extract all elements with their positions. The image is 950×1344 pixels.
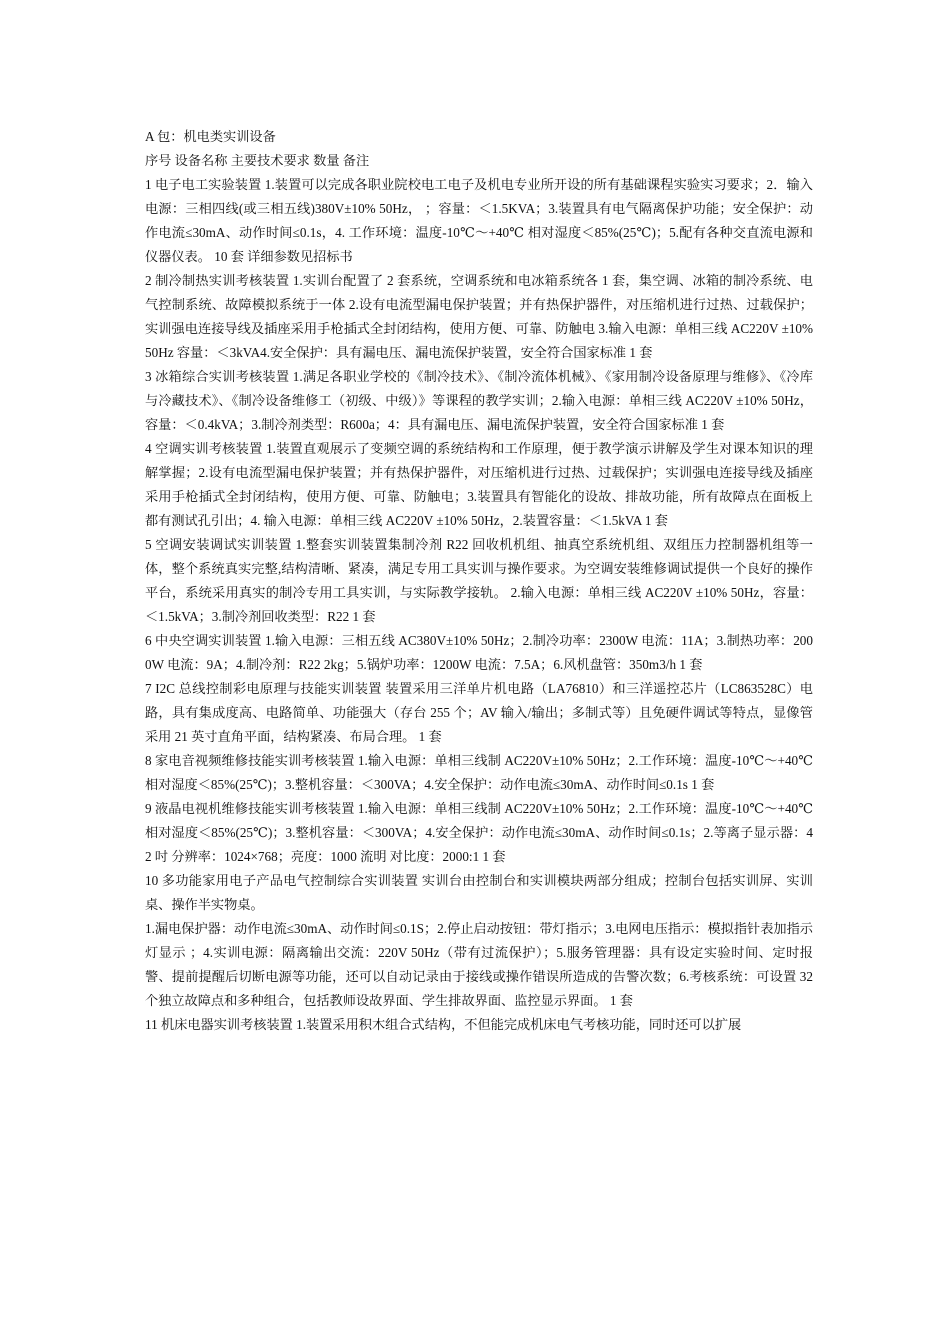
equipment-item-8: 8 家电音视频维修技能实训考核装置 1.输入电源：单相三线制 AC220V±10% 50Hz；2.工作环境：温度-10℃～+40℃ 相对湿度＜85%(25℃)；3.整机容量：＜300VA；4.安全保护：动作电流≤30mA、动作时间≤0.1s 1 套 [145, 753, 813, 792]
equipment-item-5: 5 空调安装调试实训装置 1.整套实训装置集制冷剂 R22 回收机机组、抽真空系统机组、双组压力控制器机组等一体，整个系统真实完整,结构清晰、紧凑，满足专用工具实训与操作要求。为空调安装维修调试提供一个良好的操作平台，系统采用真实的制冷专用工具实训，与实际教学接轨。 2.输入电源：单相三线 AC220V ±10% 50Hz，容量：＜1.5kVA；3.制冷剂回收类型：R22 1 套 [145, 537, 813, 624]
equipment-item-9: 9 液晶电视机维修技能实训考核装置 1.输入电源：单相三线制 AC220V±10% 50Hz；2.工作环境：温度-10℃～+40℃ 相对湿度＜85%(25℃)；3.整机容量：＜300VA；4.安全保护：动作电流≤30mA、动作时间≤0.1s；2.等离子显示器：42 吋 分辨率：1024×768；亮度：1000 流明 对比度：2000:1 1 套 [145, 801, 813, 864]
package-title: A 包：机电类实训设备 [145, 129, 276, 144]
equipment-item-7: 7 I2C 总线控制彩电原理与技能实训装置 装置采用三洋单片机电路（LA76810）和三洋遥控芯片（LC863528C）电路，具有集成度高、电路简单、功能强大（存台 255 个；AV 输入/输出；多制式等）且免硬件调试等特点，显像管采用 21 英寸直角平面，结构紧凑、布局合理。 1 套 [145, 681, 813, 744]
document-page [145, 125, 813, 1037]
table-header: 序号 设备名称 主要技术要求 数量 备注 [145, 153, 370, 168]
equipment-item-4: 4 空调实训考核装置 1.装置直观展示了变频空调的系统结构和工作原理，便于教学演示讲解及学生对课本知识的理解掌握；2.设有电流型漏电保护装置；并有热保护器件，对压缩机进行过热、过载保护；实训强电连接导线及插座采用手枪插式全封闭结构，使用方便、可靠、防触电；3.装置具有智能化的设故、排故功能，所有故障点在面板上都有测试孔引出；4. 输入电源：单相三线 AC220V ±10% 50Hz，2.装置容量：＜1.5kVA 1 套 [145, 441, 813, 528]
equipment-item-10-details: 1.漏电保护器：动作电流≤30mA、动作时间≤0.1S；2.停止启动按钮：带灯指示；3.电网电压指示：模拟指针表加指示灯显示 ；4.实训电源：隔离输出交流：220V 50Hz（带有过流保护）；5.服务管理器：具有设定实验时间、定时报警、提前提醒后切断电源等功能，还可以自动记录由于接线或操作错误所造成的告警次数；6.考核系统：可设置 32 个独立故障点和多种组合，包括教师设故界面、学生排故界面、监控显示界面。 1 套 [145, 921, 813, 1008]
equipment-item-6: 6 中央空调实训装置 1.输入电源：三相五线 AC380V±10% 50Hz；2.制冷功率：2300W 电流：11A；3.制热功率：2000W 电流：9A；4.制冷剂：R22 2kg；5.锅炉功率：1200W 电流：7.5A；6.风机盘管：350m3/h 1 套 [145, 633, 813, 672]
equipment-item-11: 11 机床电器实训考核装置 1.装置采用积木组合式结构，不但能完成机床电气考核功能，同时还可以扩展 [145, 1017, 742, 1032]
equipment-item-2: 2 制冷制热实训考核装置 1.实训台配置了 2 套系统，空调系统和电冰箱系统各 1 套，集空调、冰箱的制冷系统、电气控制系统、故障模拟系统于一体 2.设有电流型漏电保护装置；并有热保护器件，对压缩机进行过热、过载保护；实训强电连接导线及插座采用手枪插式全封闭结构，使用方便、可靠、防触电 3.输入电源：单相三线 AC220V ±10% 50Hz 容量：＜3kVA4.安全保护：具有漏电压、漏电流保护装置，安全符合国家标准 1 套 [145, 273, 813, 360]
equipment-item-10: 10 多功能家用电子产品电气控制综合实训装置 实训台由控制台和实训模块两部分组成；控制台包括实训屏、实训桌、操作半实物桌。 [145, 873, 813, 912]
equipment-item-1: 1 电子电工实验装置 1.装置可以完成各职业院校电工电子及机电专业所开设的所有基础课程实验实习要求；2．输入电源：三相四线(或三相五线)380V±10% 50Hz， ；容量：＜1.5KVA；3.装置具有电气隔离保护功能；安全保护：动作电流≤30mA、动作时间≤0.1s，4. 工作环境：温度-10℃～+40℃ 相对湿度＜85%(25℃)；5.配有各种交直流电源和仪器仪表。 10 套 详细参数见招标书 [145, 177, 813, 264]
equipment-item-3: 3 冰箱综合实训考核装置 1.满足各职业学校的《制冷技术》、《制冷流体机械》、《家用制冷设备原理与维修》、《冷库与冷藏技术》、《制冷设备维修工（初级、中级）》等课程的教学实训；2.输入电源：单相三线 AC220V ±10% 50Hz，容量：＜0.4kVA；3.制冷剂类型：R600a；4：具有漏电压、漏电流保护装置，安全符合国家标准 1 套 [145, 369, 813, 432]
